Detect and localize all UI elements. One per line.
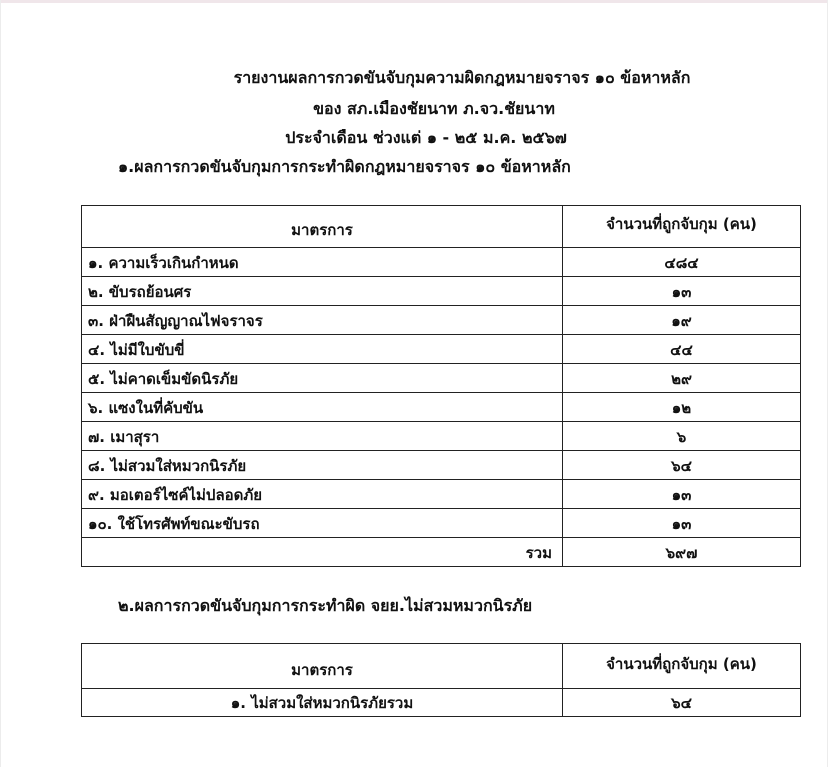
column-header-measure: มาตรการ <box>82 644 563 689</box>
table-row <box>82 335 801 364</box>
table-header-row <box>82 644 801 689</box>
row-count: ๑๓ <box>563 277 801 306</box>
row-label: ๖. แซงในที่คับขัน <box>82 393 563 422</box>
row-label: ๑. ความเร็วเกินกำหนด <box>82 248 563 277</box>
report-title-line-1: รายงานผลการกวดขันจับกุมความผิดกฎหมายจราจร ๑๐ ข้อหาหลัก <box>233 68 691 87</box>
report-title-line-2: ของ สภ.เมืองชัยนาท ภ.จว.ชัยนาท <box>313 99 555 118</box>
report-title-line-3: ประจำเดือน ช่วงแต่ ๑ - ๒๕ ม.ค. ๒๕๖๗ <box>285 128 567 147</box>
left-border <box>0 0 1 767</box>
row-label: ๑๐. ใช้โทรศัพท์ขณะขับรถ <box>82 509 563 538</box>
table-row <box>82 422 801 451</box>
row-label: ๓. ฝ่าฝืนสัญญาณไฟจราจร <box>82 306 563 335</box>
table-row <box>82 451 801 480</box>
table-row <box>82 364 801 393</box>
table-total-row <box>82 538 801 567</box>
column-header-count: จำนวนที่ถูกจับกุม (คน) <box>563 206 801 248</box>
table-row <box>82 393 801 422</box>
total-count: ๖๙๗ <box>563 538 801 567</box>
row-count: ๑๒ <box>563 393 801 422</box>
row-count: ๑๙ <box>563 306 801 335</box>
row-count: ๖๔ <box>563 451 801 480</box>
row-count: ๑๓ <box>563 480 801 509</box>
section-2-heading: ๒.ผลการกวดขันจับกุมการกระทำผิด จยย.ไม่สวมหมวกนิรภัย <box>118 596 533 615</box>
total-label: รวม <box>82 538 563 567</box>
arrest-table-helmet <box>81 643 801 717</box>
top-border <box>0 0 828 3</box>
table-row <box>82 509 801 538</box>
table-row <box>82 689 801 717</box>
row-count: ๔๘๔ <box>563 248 801 277</box>
row-count: ๔๔ <box>563 335 801 364</box>
row-label: ๒. ขับรถย้อนศร <box>82 277 563 306</box>
arrest-table-10-charges <box>81 205 801 567</box>
table-row <box>82 306 801 335</box>
table-row <box>82 480 801 509</box>
row-count: ๑๓ <box>563 509 801 538</box>
column-header-count: จำนวนที่ถูกจับกุม (คน) <box>563 644 801 689</box>
column-header-measure: มาตรการ <box>82 206 563 248</box>
row-label: ๙. มอเตอร์ไซค์ไม่ปลอดภัย <box>82 480 563 509</box>
section-1-heading: ๑.ผลการกวดขันจับกุมการกระทำผิดกฎหมายจราจร ๑๐ ข้อหาหลัก <box>118 157 571 176</box>
table-row <box>82 277 801 306</box>
table-header-row <box>82 206 801 248</box>
row-label: ๔. ไม่มีใบขับขี่ <box>82 335 563 364</box>
table-row <box>82 248 801 277</box>
row-count: ๖๔ <box>563 689 801 717</box>
row-label: ๕. ไม่คาดเข็มขัดนิรภัย <box>82 364 563 393</box>
row-count: ๒๙ <box>563 364 801 393</box>
row-label: ๑. ไม่สวมใส่หมวกนิรภัยรวม <box>82 689 563 717</box>
row-label: ๗. เมาสุรา <box>82 422 563 451</box>
row-label: ๘. ไม่สวมใส่หมวกนิรภัย <box>82 451 563 480</box>
row-count: ๖ <box>563 422 801 451</box>
